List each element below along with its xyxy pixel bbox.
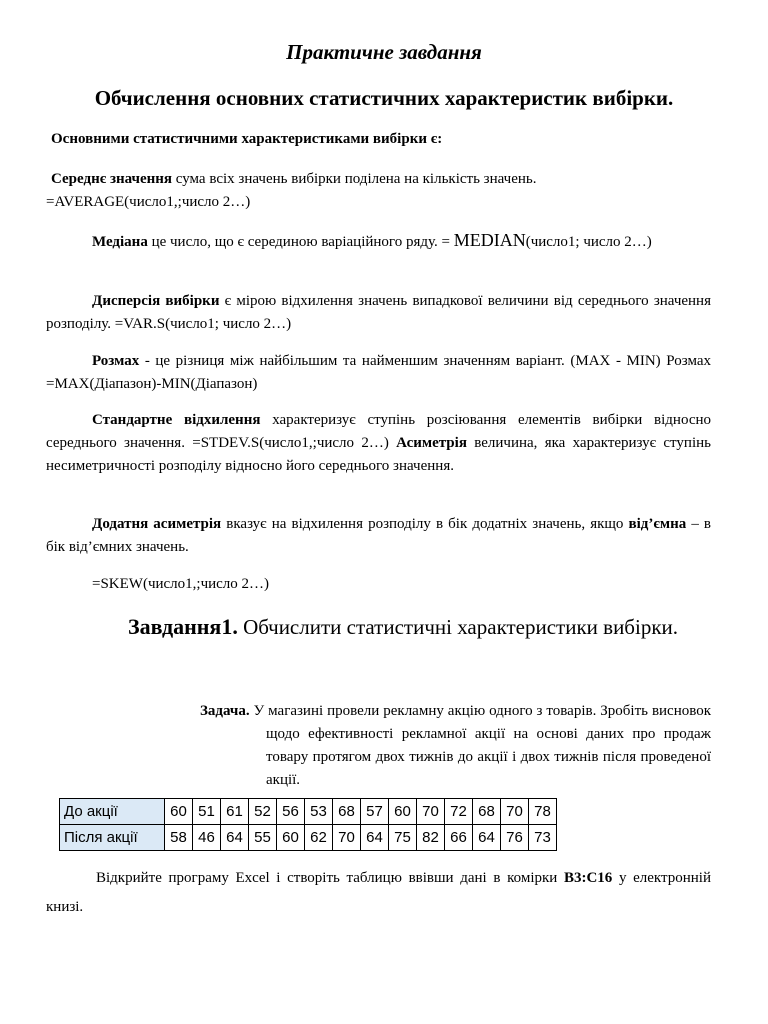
mean-definition: [46, 168, 711, 214]
table-row: [60, 825, 557, 851]
problem-text: У магазині провели рекламну акцію одного з товарів. Зробіть висновок щодо ефективності рекламної акції на основі даних про продаж товару протягом двох тижнів до акції і двох тижнів після проведеної акції.: [249, 703, 711, 788]
table-cell: 57: [361, 799, 389, 825]
page-subtitle: Обчислення основних статистичних характеристик вибірки.: [94, 86, 674, 110]
table-cell: 55: [249, 825, 277, 851]
table-cell: 62: [305, 825, 333, 851]
stdev-term: Стандартне відхилення: [92, 412, 261, 428]
mean-term: Середнє значення: [51, 171, 173, 187]
table-cell: 53: [305, 799, 333, 825]
intro-text: Основними статистичними характеристиками вибірки є:: [51, 131, 443, 147]
skew-term: Асиметрія: [396, 435, 467, 451]
variance-term: Дисперсія вибірки: [92, 293, 220, 309]
stdev-definition: [46, 409, 711, 478]
table-cell: 76: [501, 825, 529, 851]
table-cell: 60: [389, 799, 417, 825]
table-cell: 82: [417, 825, 445, 851]
table-cell: 75: [389, 825, 417, 851]
table-cell: 61: [221, 799, 249, 825]
table-cell: 60: [165, 799, 193, 825]
problem-label: Задача.: [200, 703, 250, 719]
table-cell: 73: [529, 825, 557, 851]
table-cell: 68: [473, 799, 501, 825]
negative-skew-text: – в бік від’ємних значень.: [46, 516, 711, 555]
instruction-end: у електронній книзі.: [46, 870, 711, 915]
table-cell: 64: [361, 825, 389, 851]
variance-text: є мірою відхилення значень випадкової величини від середнього значення розподілу. =VAR.S(число1; число 2…): [46, 293, 711, 332]
range-text: - це різниця між найбільшим та найменшим значенням варіант. (MAX - MIN) Розмах =MAX(Діапазон)-MIN(Діапазон): [46, 353, 711, 392]
negative-skew-term: від’ємна: [628, 516, 687, 532]
median-definition: [46, 229, 711, 254]
table-cell: 51: [193, 799, 221, 825]
instruction-main: Відкрийте програму Excel і створіть таблицю ввівши дані в комірки: [96, 870, 564, 886]
table-cell: 52: [249, 799, 277, 825]
table-cell: 68: [333, 799, 361, 825]
problem-statement: [200, 700, 711, 792]
table-cell: 64: [221, 825, 249, 851]
table-cell: 70: [417, 799, 445, 825]
range-definition: [46, 350, 711, 396]
median-func: MEDIAN: [453, 230, 526, 250]
table-cell: 56: [277, 799, 305, 825]
table-cell: 72: [445, 799, 473, 825]
table-row: [60, 799, 557, 825]
positive-skew-term: Додатня асиметрія: [92, 516, 222, 532]
skew-formula: =SKEW(число1,;число 2…): [92, 576, 270, 592]
positive-skew-definition: [46, 513, 711, 559]
range-term: Розмах: [92, 353, 140, 369]
variance-definition: [46, 290, 711, 336]
task-text: Обчислити статистичні характеристики вибірки.: [237, 615, 679, 639]
task-heading: [46, 612, 711, 642]
mean-text: сума всіх значень вибірки поділена на кількість значень.: [172, 171, 537, 187]
stdev-text: характеризує ступінь розсіювання елементів вибірки відносно середнього значення. =STDEV.S(число1,;число 2…): [46, 412, 711, 451]
task-label: Завдання1.: [128, 614, 238, 639]
table-cell: 70: [333, 825, 361, 851]
table-cell: 78: [529, 799, 557, 825]
table-cell: 60: [277, 825, 305, 851]
table-cell: 70: [501, 799, 529, 825]
table-cell: 64: [473, 825, 501, 851]
row-label: До акції: [60, 799, 165, 825]
instruction-cells: B3:C16: [563, 870, 613, 886]
table-cell: 66: [445, 825, 473, 851]
mean-formula: =AVERAGE(число1,;число 2…): [46, 194, 251, 210]
table-cell: 58: [165, 825, 193, 851]
median-term: Медіана: [92, 234, 148, 250]
sales-data-table: [59, 798, 557, 851]
median-text: це число, що є серединою варіаційного ряду. =: [147, 234, 454, 250]
table-cell: 46: [193, 825, 221, 851]
page-title: Практичне завдання: [286, 40, 482, 64]
median-formula: (число1; число 2…): [525, 234, 652, 250]
skew-text: величина, яка характеризує ступінь несиметричності розподілу відносно його середнього значення.: [46, 435, 711, 474]
row-label: Після акції: [60, 825, 165, 851]
instruction-text: [46, 864, 711, 922]
positive-skew-text: вказує на відхилення розподілу в бік додатніх значень, якщо: [221, 516, 629, 532]
